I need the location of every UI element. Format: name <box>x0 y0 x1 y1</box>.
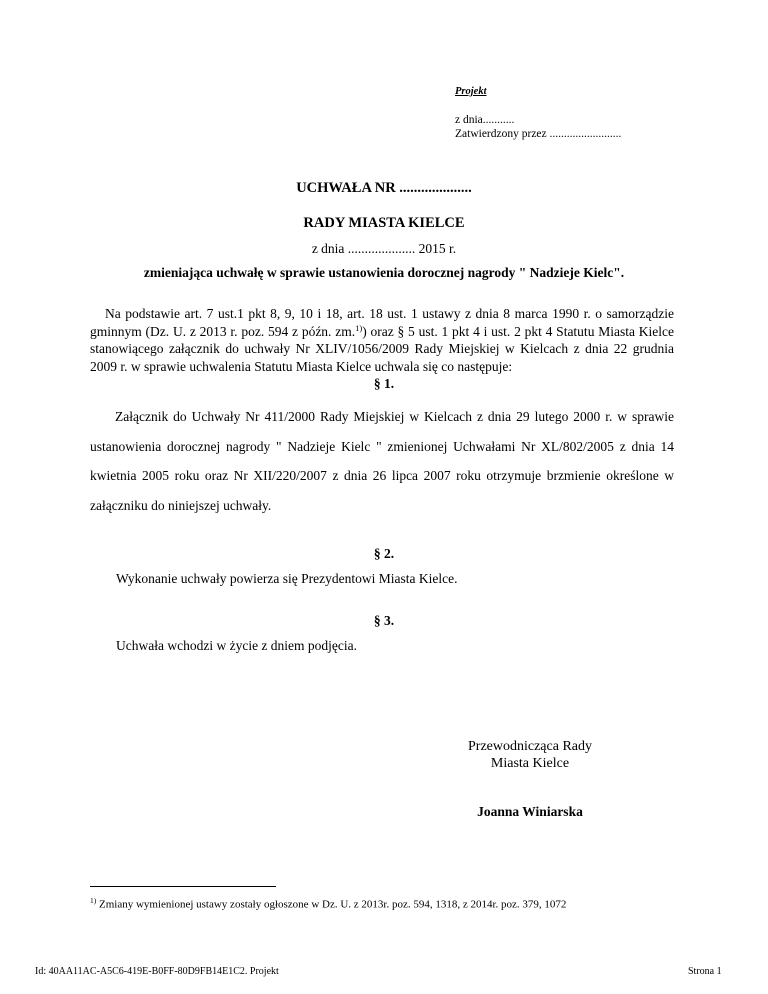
date-line: z dnia........... <box>455 114 515 126</box>
document-id: Id: 40AA11AC-A5C6-419E-B0FF-80D9FB14E1C2. Projekt <box>35 966 279 977</box>
preamble-part1: Na podstawie art. 7 ust.1 pkt 8, 9, 10 i 18, art. 18 ust. 1 ustawy z dnia 8 marca 1990 r. o samorządzie gminnym (Dz. U. z 2013 r. poz. 594 z późn. zm. <box>90 306 674 339</box>
resolution-subject: zmieniająca uchwałę w sprawie ustanowienia dorocznej nagrody " Nadzieje Kielc". <box>143 265 625 280</box>
council-name: RADY MIASTA KIELCE <box>303 215 465 231</box>
section-2-heading: § 2. <box>373 546 395 561</box>
footnote-marker: 1) <box>90 896 97 905</box>
approved-line: Zatwierdzony przez ......................... <box>455 128 622 140</box>
section-1-heading: § 1. <box>373 376 395 391</box>
section-2-text: Wykonanie uchwały powierza się Prezydentowi Miasta Kielce. <box>116 571 458 586</box>
section-3-heading: § 3. <box>373 613 395 628</box>
footnote <box>90 896 566 911</box>
signature-title-line1: Przewodnicząca Rady <box>468 739 592 754</box>
section-1-text: Załącznik do Uchwały Nr 411/2000 Rady Miejskiej w Kielcach z dnia 29 lutego 2000 r. w sprawie ustanowienia dorocznej nagrody " Nadzieje Kielc " zmienionej Uchwałami Nr XL/802/2005 z dnia 14 kwietnia 2005 roku oraz Nr XII/220/2007 z dnia 26 lipca 2007 roku otrzymuje brzmienie określone w załączniku do niniejszej uchwały. <box>90 409 674 513</box>
footnote-separator <box>90 886 276 887</box>
preamble-part2: ) oraz § 5 ust. 1 pkt 4 i ust. 2 pkt 4 Statutu Miasta Kielce stanowiącego załącznik do uchwały Nr XLIV/1056/2009 Rady Miejskiej w Kielcach z dnia 22 grudnia 2009 r. w sprawie uchwalenia Statutu Miasta Kielce uchwala się co następuje: <box>90 323 674 374</box>
section-3-text: Uchwała wchodzi w życie z dniem podjęcia. <box>116 638 358 653</box>
signatory-name: Joanna Winiarska <box>477 804 583 819</box>
footnote-text: Zmiany wymienionej ustawy zostały ogłoszone w Dz. U. z 2013r. poz. 594, 1318, z 2014r. poz. 379, 1072 <box>96 898 567 911</box>
preamble <box>90 305 674 375</box>
page-number: Strona 1 <box>688 966 722 977</box>
projekt-label: Projekt <box>455 86 487 97</box>
resolution-number: UCHWAŁA NR .................... <box>296 180 472 196</box>
signature-title-line2: Miasta Kielce <box>490 756 570 771</box>
resolution-date: z dnia .................... 2015 r. <box>311 241 457 256</box>
footnote-ref: 1) <box>355 322 363 333</box>
